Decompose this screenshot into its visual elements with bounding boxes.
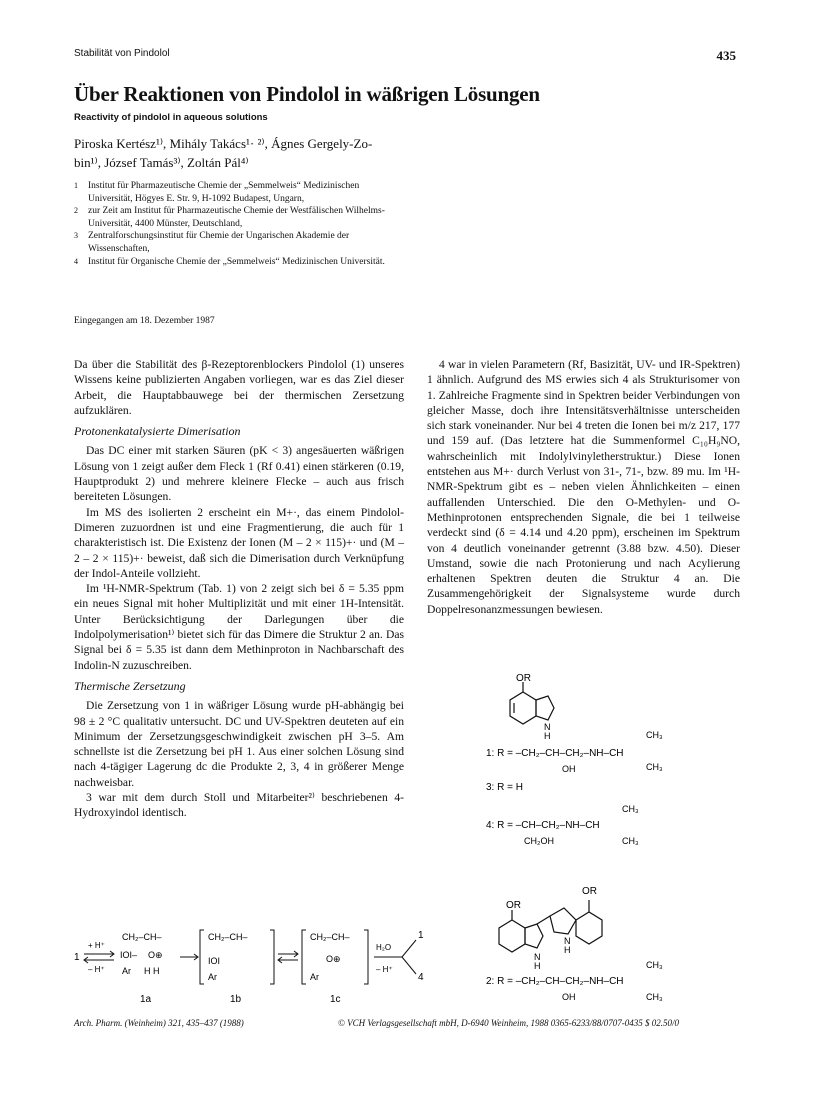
n-label: N [564, 936, 571, 946]
structure-formulas-1-3-4 [478, 672, 718, 882]
affiliation-mark: 2 [74, 206, 78, 216]
n-label: N [534, 952, 541, 962]
affiliation-item [74, 180, 404, 205]
scheme-oxonium: O⊕ [148, 950, 163, 960]
body-paragraph: 3 war mit dem durch Stoll und Mitarbeiter²⁾ beschriebenen 4-Hydroxyindol identisch. [74, 791, 404, 820]
scheme-label-1b: 1b [230, 994, 242, 1005]
authors-line-2: bin¹⁾, József Tamás³⁾, Zoltán Pál⁴⁾ [74, 155, 249, 170]
ch3-label: CH₃ [646, 730, 663, 740]
scheme-fragment: CH₂–CH– [310, 932, 350, 942]
scheme-aryl: Ar [310, 972, 319, 982]
structure-formula-2 [478, 880, 718, 1010]
scheme-aryl: Ar [208, 972, 217, 982]
scheme-product-1: 1 [418, 930, 424, 941]
affiliation-mark: 4 [74, 256, 78, 266]
or-label: OR [506, 900, 521, 911]
scheme-water: H₂O [376, 943, 392, 952]
structure-2-label: 2: R = –CH₂–CH–CH₂–NH–CH [486, 976, 624, 987]
scheme-fragment: CH₂–CH– [208, 932, 248, 942]
h-label: H [534, 961, 541, 971]
affiliation-item [74, 256, 404, 269]
article-title: Über Reaktionen von Pindolol in wäßrigen Lösungen [74, 82, 540, 106]
scheme-product-4: 4 [418, 972, 424, 983]
scheme-minus-h: – H⁺ [88, 965, 105, 974]
benzene-ring [576, 912, 602, 944]
scheme-aryl: Ar [122, 966, 131, 976]
article-subtitle: Reactivity of pindolol in aqueous solutions [74, 112, 268, 123]
scheme-oxygen: IOI– [120, 950, 138, 960]
reaction-scheme [74, 920, 444, 1010]
column-left [74, 357, 404, 821]
structure-3-label: 3: R = H [486, 782, 523, 793]
scheme-label-1c: 1c [330, 994, 341, 1005]
ch3-label: CH₃ [646, 960, 663, 970]
ch3-label: CH₃ [622, 804, 639, 814]
affiliation-text: Institut für Organische Chemie der „Semmelweis“ Medizinischen Universität. [88, 256, 385, 267]
affiliation-text: zur Zeit am Institut für Pharmazeutische Chemie der Westfälischen Wilhelms-Universität, 4400 Münster, Deutschland, [88, 206, 385, 229]
or-label: OR [516, 673, 531, 684]
ch3-label: CH₃ [622, 836, 639, 846]
pyrrole-ring [525, 924, 543, 948]
affiliation-list [74, 180, 404, 268]
scheme-plus-h: + H⁺ [88, 941, 105, 950]
affiliation-text: Zentralforschungsinstitut für Chemie der Ungarischen Akademie der Wissenschaften, [88, 231, 350, 254]
affiliation-mark: 1 [74, 181, 78, 190]
pyrrole-ring [536, 696, 554, 720]
body-paragraph: Im ¹H-NMR-Spektrum (Tab. 1) von 2 zeigt sich bei δ = 5.35 ppm ein neues Signal mit hoher Multiplizität und mit einer 1H-Intensität. Unter Berücksichtigung der Darlegungen über die Indolpolymerisation¹⁾ bietet sich für das Dimere die Struktur 2 an. Das Signal bei δ = 5.35 ist dann dem Methinproton in Nachbarschaft des Indolin-N zuzuschreiben. [74, 582, 404, 672]
structure-1-oh: OH [562, 764, 576, 774]
affiliation-mark: 3 [74, 231, 78, 241]
ch3-label: CH₃ [646, 762, 663, 772]
authors-line-1: Piroska Kertész¹⁾, Mihály Takács¹· ²⁾, Ágnes Gergely-Zo- [74, 136, 373, 151]
body-paragraph: Das DC einer mit starken Säuren (pK < 3) angesäuerten wäßrigen Lösung von 1 zeigt außer dem Fleck 1 (Rf 0.41) einen stärkeren (0.19, Hauptprodukt 2) und mehrere kleinere Flecke – auch aus frisch bereiteten Lösungen. [74, 444, 404, 504]
indoline-ring [550, 908, 576, 934]
structure-4-substituent: CH₂OH [524, 836, 554, 846]
scheme-minus-h: – H⁺ [376, 965, 393, 974]
n-label: N [544, 722, 551, 732]
section-heading-zersetzung: Thermische Zersetzung [74, 678, 186, 693]
intro-paragraph: Da über die Stabilität des β-Rezeptorenblockers Pindolol (1) unseres Wissens keine publizierten Angaben vorliegen, war es das Ziel dieser Arbeit, die Hauptabbauwege bei der thermischen Zersetzung aufzuklären. [74, 358, 404, 417]
running-title: Stabilität von Pindolol [74, 48, 170, 59]
body-paragraph: Im MS des isolierten 2 erscheint ein M+·, das einem Pindolol-Dimeren zuzuordnen ist und eine Fragmentierung, die auch für 1 charakteristisch ist. Die Existenz der Ionen (M – 2 × 115)+· und (M – 2 – 2 × 115)+· beweist, daß sich die Dimerisation durch Verknüpfung der Indol-Anteile vollzieht. [74, 505, 404, 580]
page-number: 435 [716, 48, 736, 63]
scheme-hydrogens: H H [144, 966, 160, 976]
author-list [74, 134, 404, 172]
received-date: Eingegangen am 18. Dezember 1987 [74, 316, 215, 326]
h-label: H [564, 945, 571, 955]
benzene-ring [499, 920, 525, 952]
structure-1-label: 1: R = –CH₂–CH–CH₂–NH–CH [486, 748, 624, 759]
body-paragraph: Die Zersetzung von 1 in wäßriger Lösung wurde pH-abhängig bei 98 ± 2 °C qualitativ untersucht. DC und UV-Spektren deuteten auf ein Minimum der Zersetzungsgeschwindigkeit zwischen pH 3–5. Am schnellste ist die Zersetzung bei pH 1. Aus einer solchen Lösung sind nach 4-tägiger Lagerung dc die Produkte 2, 3, 4 in größerer Menge nachweisbar. [74, 699, 404, 789]
affiliation-item [74, 230, 404, 255]
or-label: OR [582, 886, 597, 897]
column-right [427, 357, 740, 617]
structure-2-oh: OH [562, 992, 576, 1002]
scheme-label-1a: 1a [140, 994, 152, 1005]
h-label: H [544, 731, 551, 741]
scheme-start-label: 1 [74, 952, 80, 963]
affiliation-text: Institut für Pharmazeutische Chemie der „Semmelweis“ Medizinischen Universität, Högyes E. Str. 9, H-1092 Budapest, Ungarn, [88, 181, 360, 204]
scheme-oxygen: IOI [208, 956, 221, 966]
affiliation-item [74, 205, 404, 230]
ch3-label: CH₃ [646, 992, 663, 1002]
body-paragraph: 4 war in vielen Parametern (Rf, Basizität, UV- und IR-Spektren) 1 ähnlich. Aufgrund des MS erwies sich 4 als Strukturisomer von 1. Zahlreiche Fragmente sind in Spektren beider Verbindungen von gleicher Masse, doch ihre Intensitätsverhältnisse unterscheiden sich stark voneinander. Nur bei 4 treten die Ionen bei m/z 217, 177 und 159 auf. (Das letztere hat die Summenformel C₁₀H₉NO, wahrscheinlich mit Indolylvinyletherstruktur.) Diese Ionen entstehen aus M+· durch Verlust von 31-, 71-, bzw. 89 mu. Im ¹H-NMR-Spektrum gibt es – neben vielen Ähnlichkeiten – einen auffallenden Unterschied. Die den O-Methylen- und O-Methinprotonen entsprechenden Signale, die bei 1 teilweise verdeckt sind (δ = 4.14 und 4.20 ppm), erscheinen im Spektrum von 4 deutlich voneinander getrennt (3.88 bzw. 4.50). Dieser Umstand, sowie die nach Protonierung und nach Acylierung erhaltenen Spektren deuten die Struktur 4 an. Die Zusammengehörigkeit der Signalsysteme wurde durch Doppelresonanzmessungen bewiesen. [427, 358, 740, 616]
section-heading-dimerisation: Protonenkatalysierte Dimerisation [74, 424, 241, 439]
journal-citation: Arch. Pharm. (Weinheim) 321, 435–437 (1988) [74, 1018, 244, 1028]
structure-4-label: 4: R = –CH–CH₂–NH–CH [486, 820, 600, 831]
publisher-line: © VCH Verlagsgesellschaft mbH, D-6940 Weinheim, 1988 0365-6233/88/0707-0435 $ 02.50/0 [338, 1018, 679, 1028]
scheme-fragment: CH₂–CH– [122, 932, 162, 942]
scheme-oxonium: O⊕ [326, 954, 341, 964]
